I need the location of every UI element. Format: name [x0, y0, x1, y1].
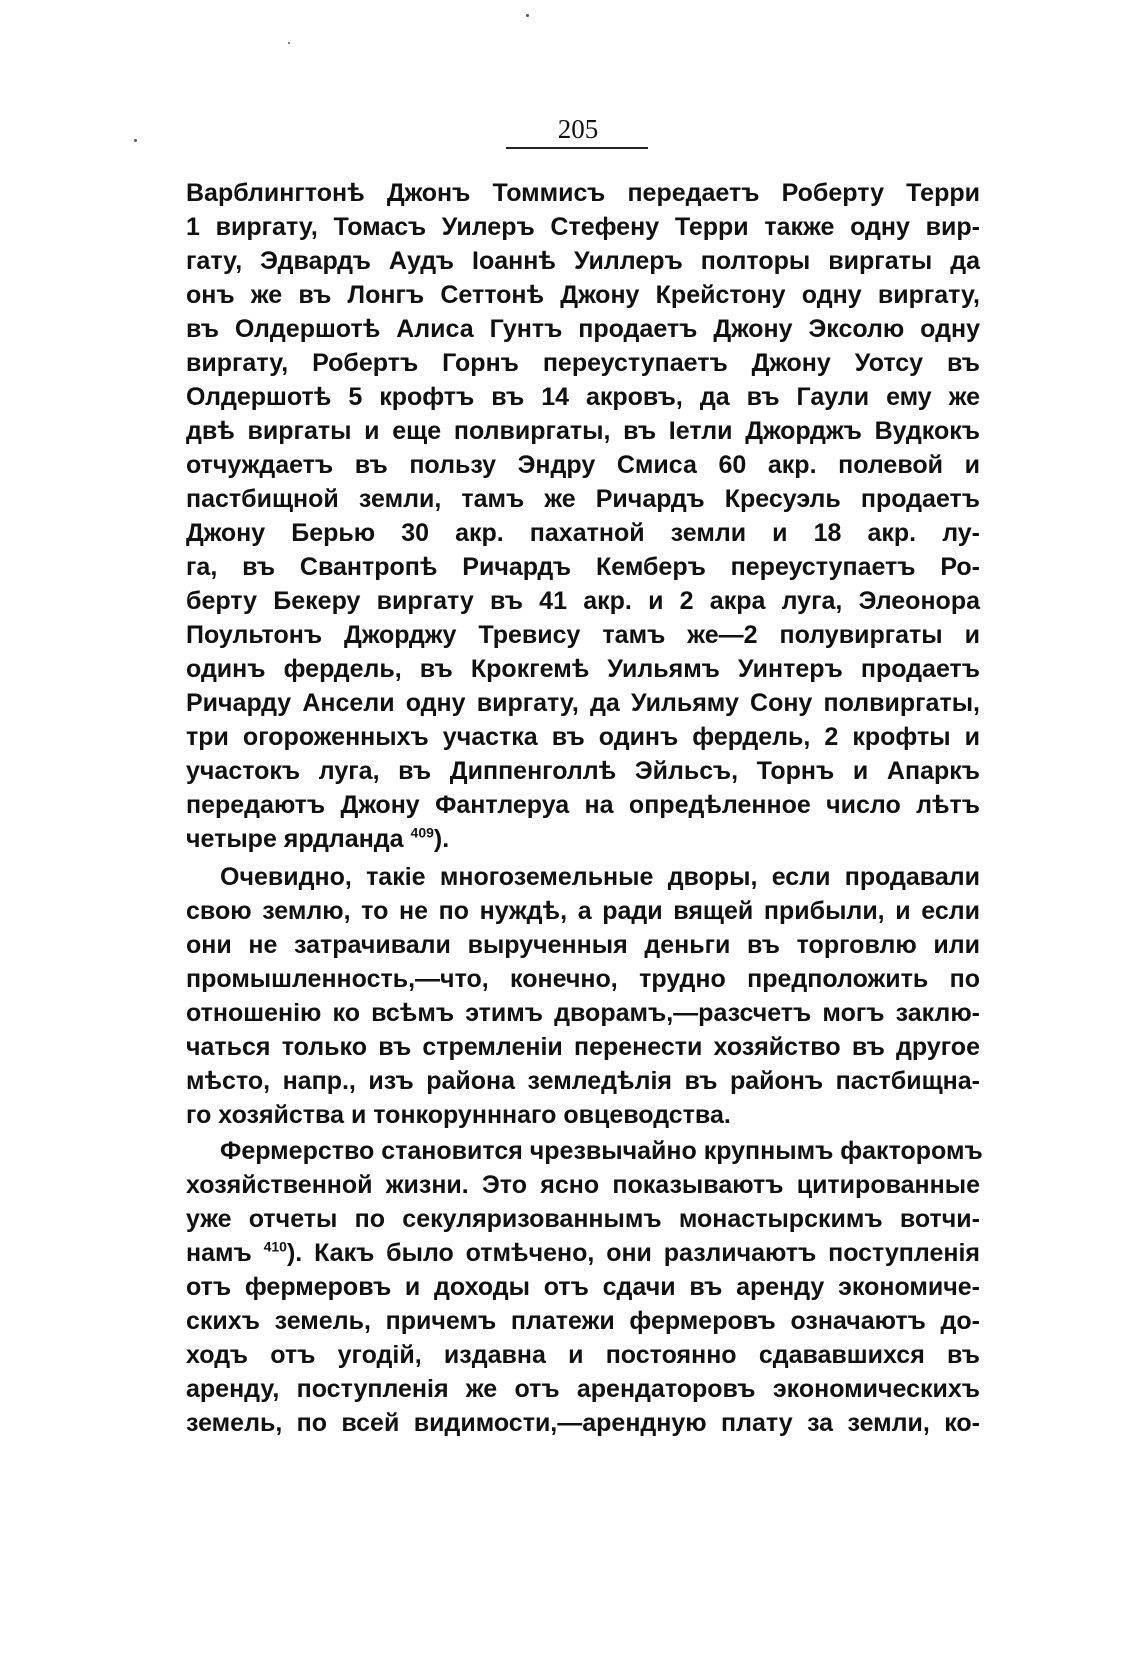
text-line: аренду, поступленія же отъ арендаторовъ экономическихъ [186, 1375, 980, 1403]
scan-speck [288, 42, 290, 44]
text-line: двѣ виргаты и еще полвиргаты, въ Іетли Джорджъ Вудкокъ [186, 417, 980, 445]
text-line: скихъ земель, причемъ платежи фермеровъ означаютъ до- [186, 1307, 980, 1335]
text-line: они не затрачивали вырученныя деньги въ торговлю или [186, 931, 980, 959]
text-line: Джону Берью 30 акр. пахатной земли и 18 акр. лу- [186, 519, 980, 547]
text-line: пастбищной земли, тамъ же Ричардъ Кресуэль продаетъ [186, 485, 980, 513]
text-line: отъ фермеровъ и доходы отъ сдачи въ аренду экономиче- [186, 1273, 980, 1301]
text-line: виргату, Робертъ Горнъ переуступаетъ Джону Уотсу въ [186, 349, 980, 377]
text-line: Фермерство становится чрезвычайно крупнымъ факторомъ [220, 1137, 983, 1165]
text-line: земель, по всей видимости,—арендную плату за земли, ко- [186, 1409, 980, 1437]
text-line: онъ же въ Лонгъ Сеттонѣ Джону Крейстону одну виргату, [186, 281, 980, 309]
text-line: берту Бекеру виргату въ 41 акр. и 2 акра луга, Элеонора [186, 587, 980, 615]
text-line: га, въ Свантропѣ Ричардъ Кемберъ переуступаетъ Ро- [186, 553, 980, 581]
text-line: го хозяйства и тонкорунннаго овцеводства. [186, 1101, 731, 1129]
text-line: отношенію ко всѣмъ этимъ дворамъ,—разсчетъ могъ заклю- [186, 999, 980, 1027]
scan-speck [526, 14, 529, 17]
text-line: отчуждаетъ въ пользу Эндру Смиса 60 акр. полевой и [186, 451, 980, 479]
text-line: въ Олдершотѣ Алиса Гунтъ продаетъ Джону Эксолю одну [186, 315, 980, 343]
text-line: Олдершотѣ 5 крофтъ въ 14 акровъ, да въ Гаули ему же [186, 383, 980, 411]
text-line: Ричарду Ансели одну виргату, да Уильяму Сону полвиргаты, [186, 689, 980, 717]
text-line: намъ $^{410}$). Какъ было отмѣчено, они различаютъ поступленія [186, 1238, 980, 1267]
text-line: Очевидно, такіе многоземельные дворы, если продавали [220, 863, 980, 891]
text-line: гату, Эдвардъ Аудъ Іоаннѣ Уиллеръ полторы виргаты да [186, 247, 980, 275]
footnote-ref: 409 [410, 824, 434, 841]
page-number: 205 [557, 114, 599, 144]
text-line: мѣсто, напр., изъ района земледѣлія въ районъ пастбищна- [186, 1067, 980, 1095]
text-line: Варблингтонѣ Джонъ Томмисъ передаетъ Роберту Терри [186, 179, 980, 207]
text-line: уже отчеты по секуляризованнымъ монастырскимъ вотчи- [186, 1205, 980, 1233]
text-line: четыре ярдланда $^{409}$). [186, 824, 450, 853]
text-line: хозяйственной жизни. Это ясно показываютъ цитированные [186, 1171, 980, 1199]
page-number-rule [506, 147, 648, 149]
text-line: одинъ фердель, въ Крокгемѣ Уильямъ Уинтеръ продаетъ [186, 655, 980, 683]
text-line: три огороженныхъ участка въ одинъ фердель, 2 крофты и [186, 723, 980, 751]
text-line: Поультонъ Джорджу Тревису тамъ же—2 полувиргаты и [186, 621, 980, 649]
text-line: свою землю, то не по нуждѣ, а ради вящей прибыли, и если [186, 897, 980, 925]
text-line: чаться только въ стремленіи перенести хозяйство въ другое [186, 1033, 980, 1061]
footnote-ref: 410 [263, 1238, 287, 1255]
text-line: участокъ луга, въ Диппенголлѣ Эйльсъ, Торнъ и Апаркъ [186, 757, 980, 785]
text-line: промышленность,—что, конечно, трудно предположить по [186, 965, 980, 993]
text-line: 1 виргату, Томасъ Уилеръ Стефену Терри также одну вир- [186, 213, 980, 241]
text-line: передаютъ Джону Фантлеруа на опредѣленное число лѣтъ [186, 791, 980, 819]
scan-speck [134, 139, 137, 142]
text-line: ходъ отъ угодій, издавна и постоянно сдававшихся въ [186, 1341, 980, 1369]
